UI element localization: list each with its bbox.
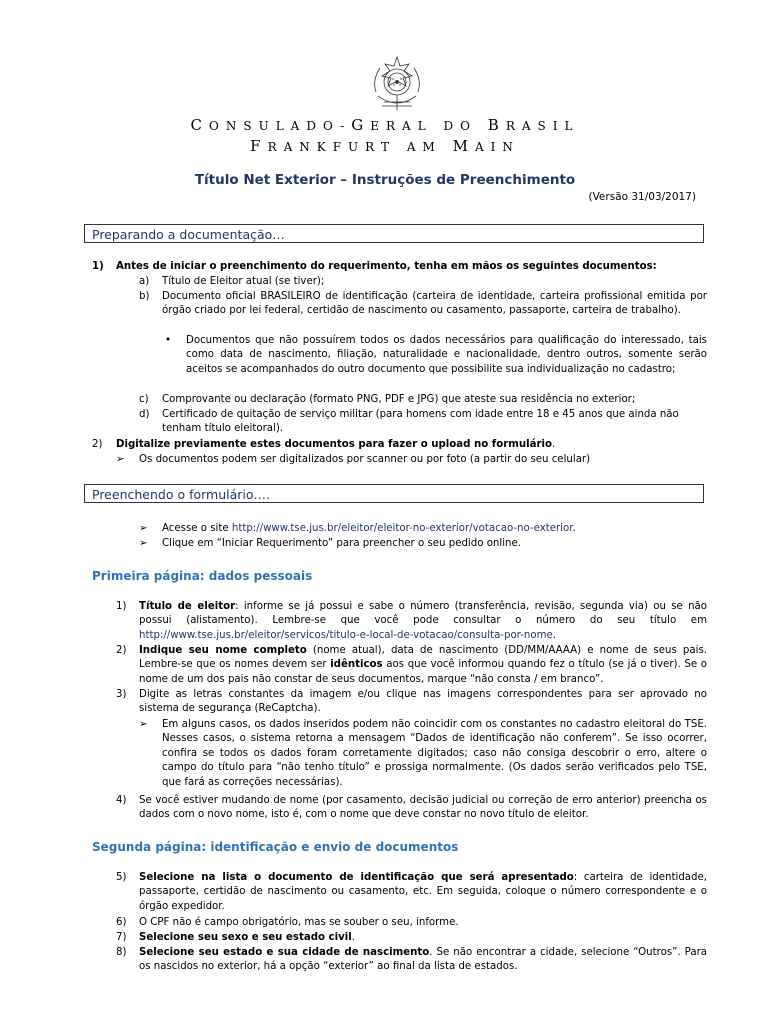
list-item-text: Acesse o site http://www.tse.jus.br/eleitor/eleitor-no-exterior/votacao-no-exterior. xyxy=(162,523,576,534)
tse-voting-abroad-link[interactable]: http://www.tse.jus.br/eleitor/eleitor-no-exterior/votacao-no-exterior xyxy=(231,523,573,534)
list-number: 3) xyxy=(116,689,127,700)
list-item-text: Título de eleitor: informe se já possui e sabe o número (transferência, revisão, segunda via) ou se não possui (alistamento). Lembre-se que você pode consultar o número do seu título em http://www.tse.jus.br/eleitor/servicos/titulo-e-local-de-votacao/consulta-por-nome. xyxy=(139,601,708,641)
list-item-text: Selecione seu estado e sua cidade de nascimento. Se não encontrar a cidade, selecione “Outros”. Para os nascidos no exterior, há a opção “exterior” ao final da lista de estados. xyxy=(139,947,707,973)
list-marker: a) xyxy=(139,276,150,287)
document-title: Título Net Exterior – Instruções de Preenchimento xyxy=(194,172,576,188)
text-tail: . xyxy=(552,439,556,450)
list-marker: d) xyxy=(139,409,150,420)
header-word: AM xyxy=(406,140,453,154)
consulate-header-line2 xyxy=(0,137,770,155)
list-item-text: Comprovante ou declaração (formato PNG, PDF e JPG) que ateste sua residência no exterior; xyxy=(162,394,636,405)
list-item-text: Em alguns casos, os dados inseridos podem não coincidir com os constantes no cadastro eleitoral do TSE. Nesses casos, o sistema retorna a mensagem “Dados de identificação não conferem”. Se isso ocorrer, confira se todos os dados foram corretamente digitados; caso não consiga descobrir o erro, altere o campo do título para “não tenho título” e prossiga normalmente. (Os dados serão verificados pelo TSE, que fará as correções necessárias). xyxy=(162,719,707,788)
list-number: 7) xyxy=(116,932,127,943)
list-item-text: Certificado de quitação de serviço militar (para homens com idade entre 18 e 45 anos que ainda não tenham título eleitoral). xyxy=(162,409,679,435)
subheading-second-page: Segunda página: identificação e envio de documentos xyxy=(92,840,459,854)
list-item-text: Antes de iniciar o preenchimento do requerimento, tenha em mãos os seguintes documentos: xyxy=(116,261,657,272)
list-number: 2) xyxy=(116,645,127,656)
list-item-text: O CPF não é campo obrigatório, mas se souber o seu, informe. xyxy=(139,917,459,928)
header-word: BRASIL xyxy=(487,116,580,134)
list-item-text: Os documentos podem ser digitalizados por scanner ou por foto (a partir do seu celular) xyxy=(139,454,591,465)
header-word: MAIN xyxy=(452,137,520,155)
list-marker: c) xyxy=(139,394,149,405)
arrow-marker: ➢ xyxy=(139,538,148,549)
list-item-text: Selecione na lista o documento de identificação que será apresentado: carteira de identidade, passaporte, certidão de nascimento ou casamento, etc. Em seguida, coloque o número correspondente e o órgão expedidor. xyxy=(139,872,708,912)
bullet-marker: • xyxy=(165,335,172,346)
list-number: 8) xyxy=(116,947,127,958)
list-marker: b) xyxy=(139,291,150,302)
list-item-text: Se você estiver mudando de nome (por casamento, decisão judicial ou correção de erro anterior) preencha os dados com o novo nome, isto é, com o nome que deve constar no novo título de eleitor. xyxy=(139,795,707,821)
header-word: GERAL xyxy=(351,116,444,134)
arrow-marker: ➢ xyxy=(139,719,148,730)
list-number: 1) xyxy=(92,261,104,272)
arrow-marker: ➢ xyxy=(139,523,148,534)
header-word: CONSULADO- xyxy=(190,116,352,134)
section-heading-preparing: Preparando a documentação… xyxy=(84,224,704,243)
consulate-header-line1 xyxy=(0,116,770,134)
list-number: 5) xyxy=(116,872,127,883)
list-number: 6) xyxy=(116,917,127,928)
list-number: 2) xyxy=(92,439,103,450)
bold-text: Digitalize previamente estes documentos para fazer o upload no formulário xyxy=(116,439,553,450)
brazil-coat-of-arms-seal xyxy=(364,52,430,118)
header-word: FRANKFURT xyxy=(250,137,407,155)
arrow-marker: ➢ xyxy=(116,454,125,465)
version-date: (Versão 31/03/2017) xyxy=(588,191,696,203)
header-word: DO xyxy=(443,119,488,133)
section-heading-filling-form: Preenchendo o formulário…. xyxy=(84,484,704,503)
subheading-first-page: Primeira página: dados pessoais xyxy=(92,569,313,583)
list-item-text: Digite as letras constantes da imagem e/ou clique nas imagens correspondentes para ser aprovado no sistema de segurança (ReCaptcha). xyxy=(139,689,707,715)
list-number: 4) xyxy=(116,795,127,806)
list-item-text: Selecione seu sexo e seu estado civil. xyxy=(139,932,355,943)
list-item-text xyxy=(116,438,706,452)
list-number: 1) xyxy=(116,601,127,612)
list-item-text: Documento oficial BRASILEIRO de identificação (carteira de identidade, carteira profissional emitida por órgão criado por lei federal, certidão de nascimento ou casamento, passaporte, carteira de trabalho). xyxy=(162,291,707,317)
list-item-text: Clique em “Iniciar Requerimento” para preencher o seu pedido online. xyxy=(162,538,522,549)
list-item-text: Documentos que não possuírem todos os dados necessários para qualificação do interessado, tais como data de nascimento, filiação, naturalidade e nacionalidade, dentro outros, somente serão aceitos se acompanhados do outro documento que possibilite sua individualização no cadastro; xyxy=(186,335,707,375)
list-item-text: Indique seu nome completo (nome atual), data de nascimento (DD/MM/AAAA) e nome de seus pais. Lembre-se que os nomes devem ser idênticos aos que você informou quando fez o título (se já o tiver). Se o nome de um dos pais não constar de seus documentos, marque “não consta / em branco”. xyxy=(139,645,708,685)
tse-voter-lookup-link[interactable]: http://www.tse.jus.br/eleitor/servicos/titulo-e-local-de-votacao/consulta-por-nome xyxy=(139,629,553,641)
list-item-text: Título de Eleitor atual (se tiver); xyxy=(162,276,325,287)
